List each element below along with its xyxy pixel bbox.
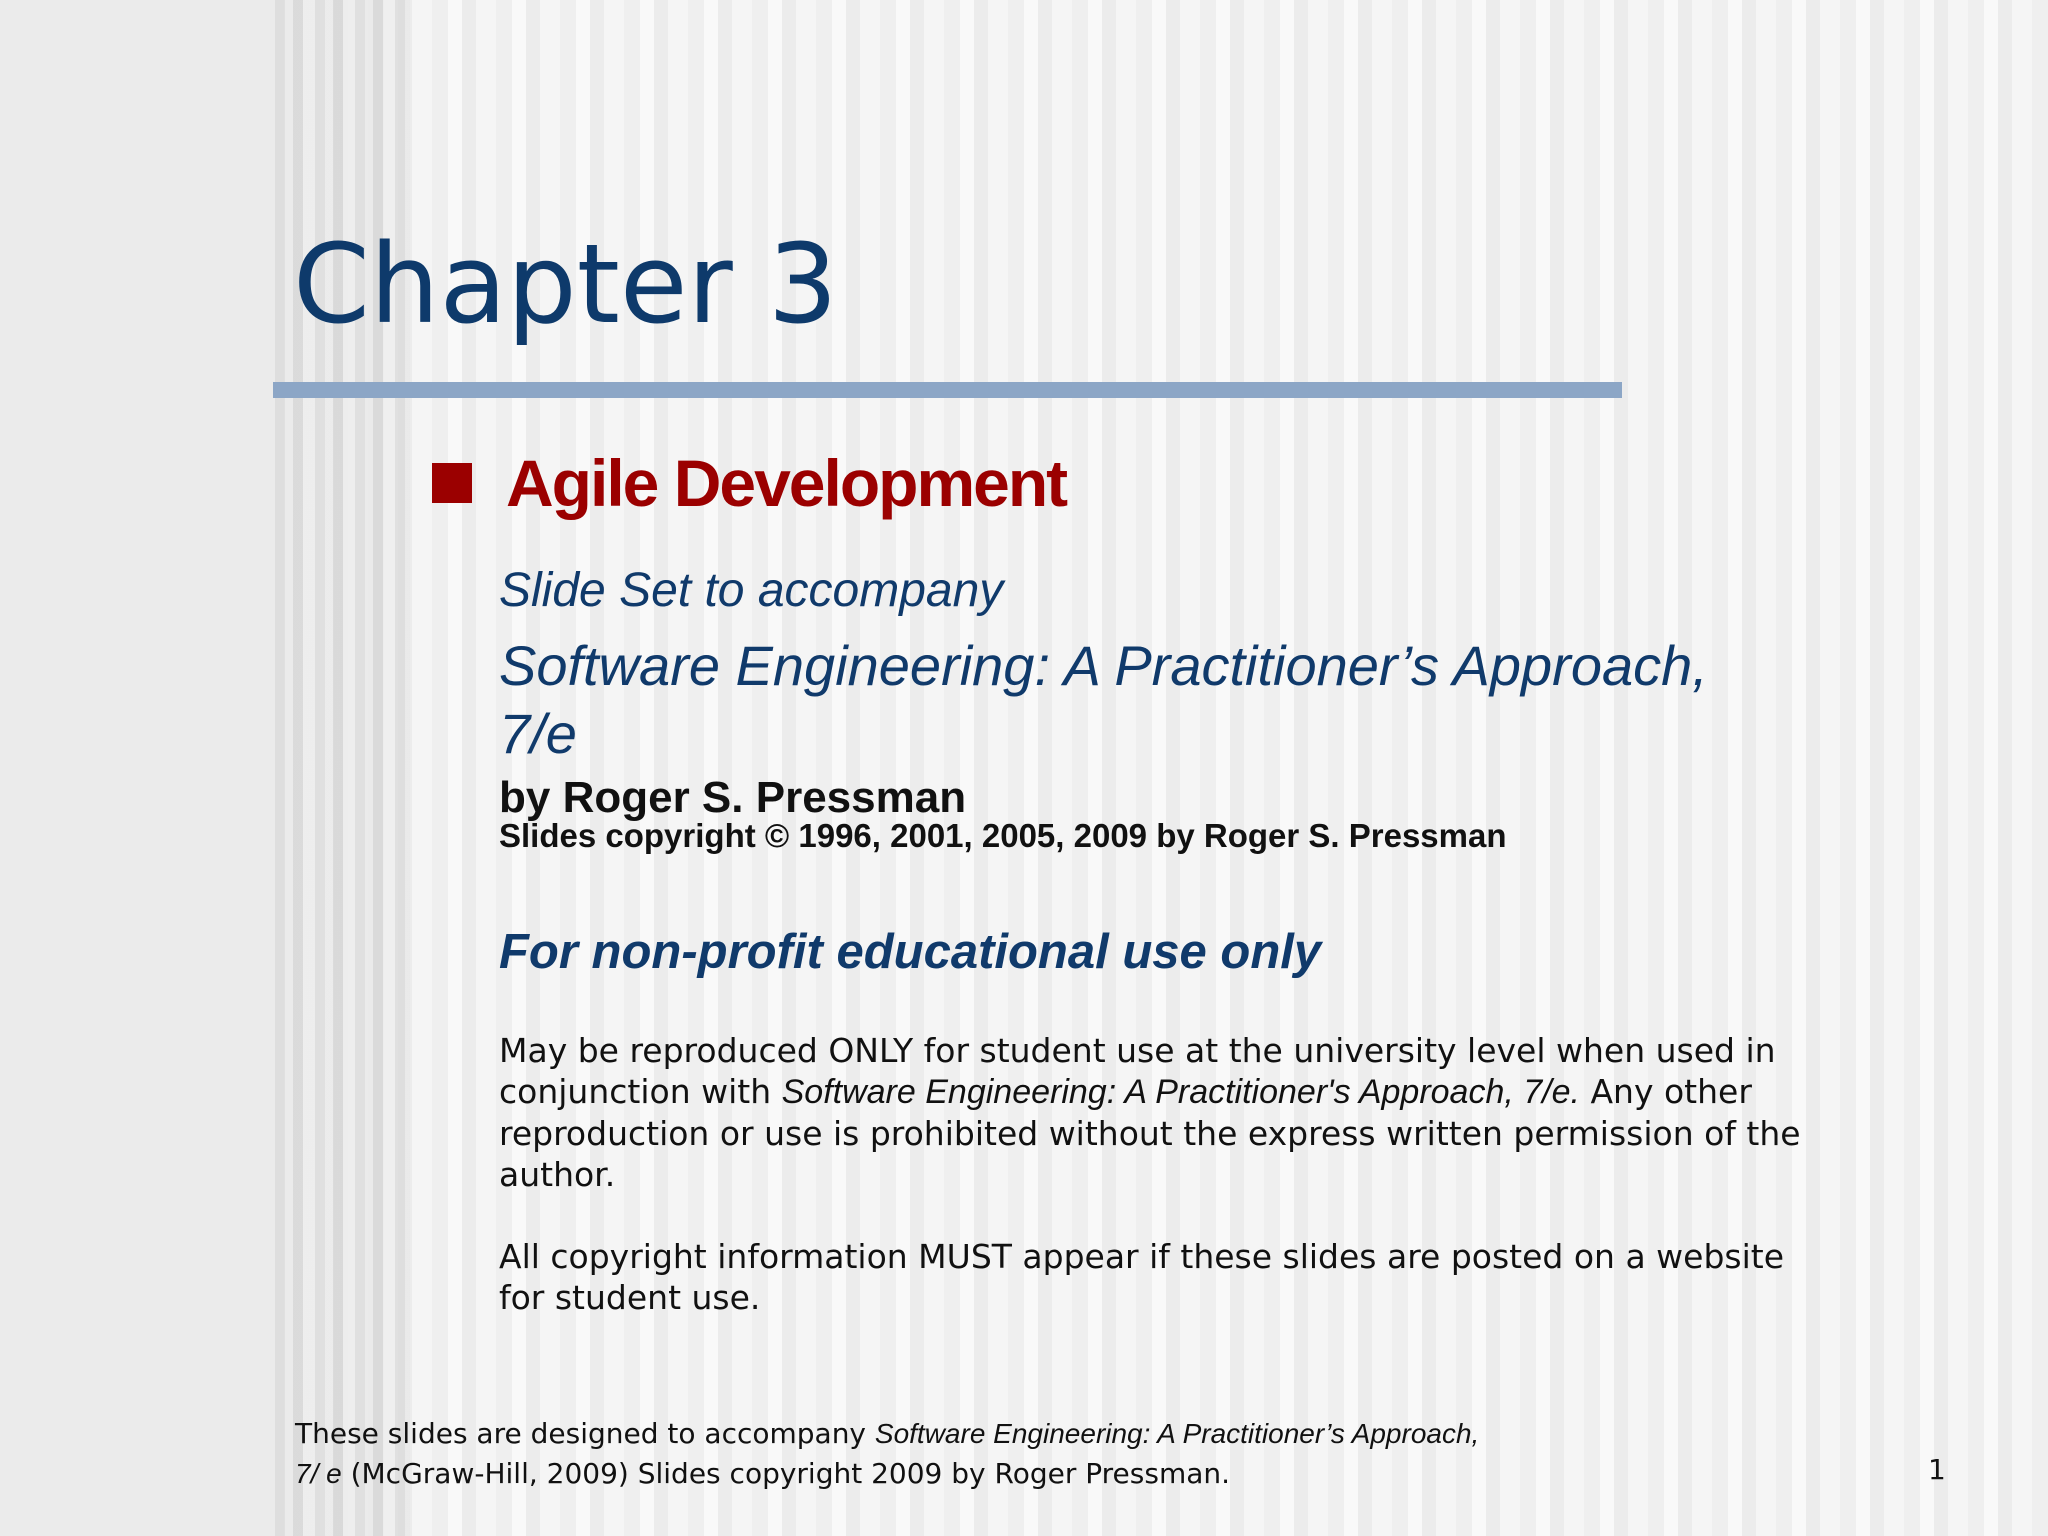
square-bullet-icon [432,463,472,503]
copyright-line: Slides copyright © 1996, 2001, 2005, 2009 by Roger S. Pressman [499,817,1507,854]
slide-title: Chapter 3 [293,220,838,348]
subtitle-line-1: Slide Set to accompany [499,564,1004,617]
book-title-italic: Software Engineering: A Practitioner's Approach, 7/e. [781,1073,1580,1111]
paragraph-text: Any other reproduction or use is prohibited without the express written permission of the author. [499,1072,1801,1194]
bullet-item [432,445,1066,521]
title-divider [273,382,1622,398]
page-number: 1 [1928,1453,1946,1486]
reproduction-paragraph [499,1030,1829,1195]
subtitle-line-2: Software Engineering: A Practitioner’s Approach, [499,634,1708,697]
bullet-text: Agile Development [506,446,1067,520]
footer-book-title: Software Engineering: A Practitioner’s Approach, 7/ e [295,1418,1480,1489]
subtitle-line-3: 7/e [499,702,577,765]
left-background-strip [0,0,275,1536]
usage-notice-heading: For non-profit educational use only [499,925,1322,979]
footer-text: (McGraw-Hill, 2009) Slides copyright 2009 by Roger Pressman. [341,1457,1231,1490]
website-paragraph: All copyright information MUST appear if these slides are posted on a website for student use. [499,1237,1785,1317]
footer-text: These slides are designed to accompany [295,1417,875,1450]
author-line: by Roger S. Pressman [499,773,967,822]
paragraph-text: May be reproduced ONLY for student use at the university level when used in conjunction with [499,1031,1776,1111]
slide-footer [295,1414,1495,1494]
